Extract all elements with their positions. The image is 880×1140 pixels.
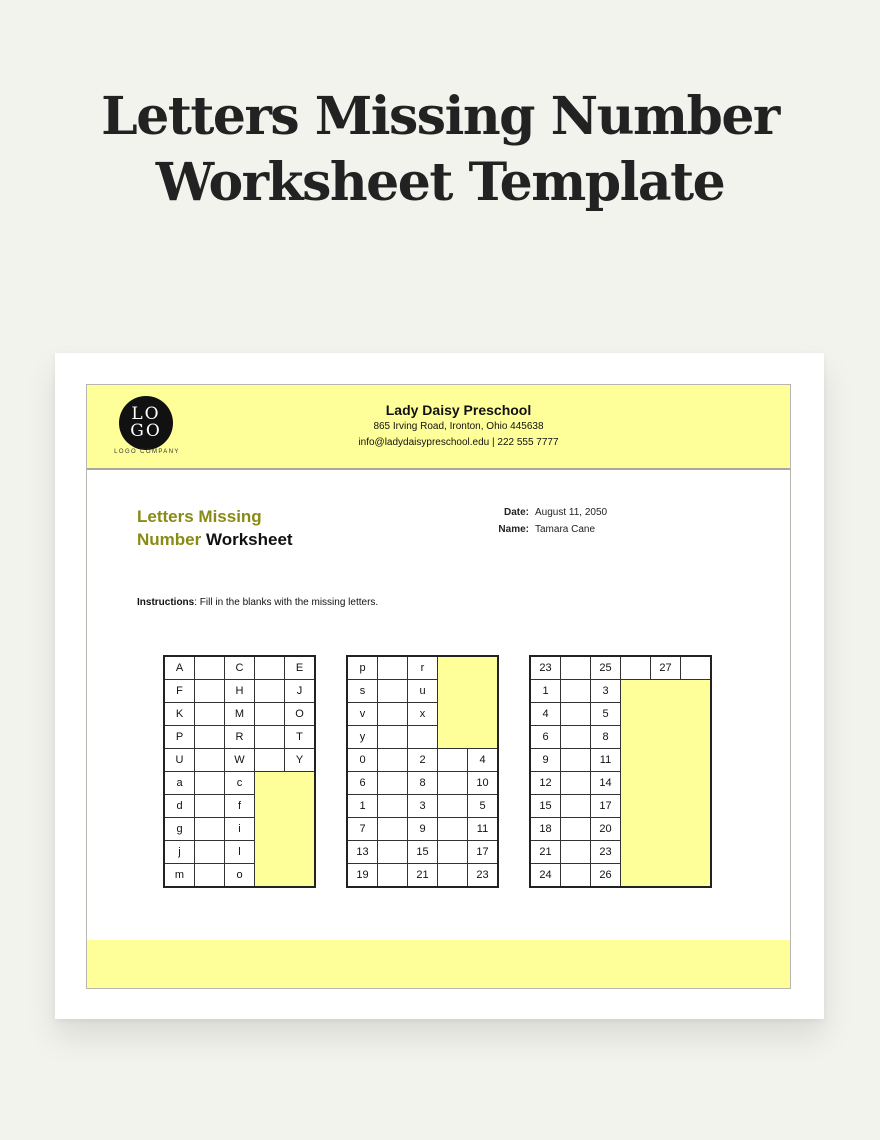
grid-cell: s — [347, 680, 378, 703]
grid-row — [347, 749, 498, 772]
grid-cell: 11 — [468, 818, 499, 841]
grid-cell: 20 — [591, 818, 621, 841]
grid-cell: o — [225, 864, 255, 888]
grid-cell: O — [285, 703, 316, 726]
grid-cell: u — [408, 680, 438, 703]
blank-cell[interactable] — [561, 726, 591, 749]
grid-cell: 15 — [408, 841, 438, 864]
grid-cell: 17 — [591, 795, 621, 818]
grid-cell: 5 — [468, 795, 499, 818]
logo-text-line-2: GO — [130, 421, 162, 441]
grid-cell: 23 — [468, 864, 499, 888]
blank-cell[interactable] — [195, 703, 225, 726]
grid-cell: 18 — [530, 818, 561, 841]
grid-cell: 23 — [591, 841, 621, 864]
grid-cell: W — [225, 749, 255, 772]
grid-cell: M — [225, 703, 255, 726]
grid-cell: 4 — [530, 703, 561, 726]
grid-cell: 17 — [468, 841, 499, 864]
name-value: Tamara Cane — [535, 524, 596, 535]
worksheet-paper — [55, 353, 824, 1019]
blank-cell[interactable] — [408, 726, 438, 749]
grid-cell: 9 — [408, 818, 438, 841]
grid-cell: 19 — [347, 864, 378, 888]
grid-cell: l — [225, 841, 255, 864]
blank-cell[interactable] — [561, 864, 591, 888]
grid-cell: 3 — [408, 795, 438, 818]
page-title-line-1: Letters Missing Number — [101, 86, 779, 147]
grid-cell: U — [164, 749, 195, 772]
blank-cell[interactable] — [195, 656, 225, 680]
grid-cell: f — [225, 795, 255, 818]
grid-cell: m — [164, 864, 195, 888]
grid-cell: x — [408, 703, 438, 726]
grid-cell: 21 — [408, 864, 438, 888]
grid-cell: 26 — [591, 864, 621, 888]
blank-cell[interactable] — [378, 703, 408, 726]
grid-row — [164, 772, 315, 795]
grid-cell: 6 — [530, 726, 561, 749]
grid-cell: 24 — [530, 864, 561, 888]
grid-cell: y — [347, 726, 378, 749]
blank-cell[interactable] — [561, 795, 591, 818]
grid-cell: 4 — [468, 749, 499, 772]
blank-cell[interactable] — [255, 703, 285, 726]
grid-row — [164, 726, 315, 749]
grid-cell: 10 — [468, 772, 499, 795]
blank-cell[interactable] — [378, 726, 408, 749]
highlight-block — [255, 772, 316, 888]
page-title — [0, 84, 880, 216]
grid-cell: 27 — [651, 656, 681, 680]
blank-cell[interactable] — [561, 703, 591, 726]
worksheet-title-olive-1: Letters Missing — [137, 507, 262, 526]
blank-cell[interactable] — [255, 726, 285, 749]
blank-cell[interactable] — [195, 680, 225, 703]
grid-cell: g — [164, 818, 195, 841]
grid-cell: v — [347, 703, 378, 726]
grid-cell: A — [164, 656, 195, 680]
blank-cell[interactable] — [378, 864, 408, 888]
grid-row — [347, 864, 498, 888]
blank-cell[interactable] — [195, 841, 225, 864]
blank-cell[interactable] — [195, 864, 225, 888]
grid-cell: Y — [285, 749, 316, 772]
grid-row — [530, 656, 711, 680]
grid-row — [530, 680, 711, 703]
logo-text-line-1: LO — [131, 404, 161, 424]
grid-cell: 25 — [591, 656, 621, 680]
grid-cell: c — [225, 772, 255, 795]
grid-cell: 5 — [591, 703, 621, 726]
blank-cell[interactable] — [438, 818, 468, 841]
blank-cell[interactable] — [255, 656, 285, 680]
grid-cell: 23 — [530, 656, 561, 680]
grid-cell: 9 — [530, 749, 561, 772]
instructions-label: Instructions — [137, 597, 195, 608]
letter-grid-1 — [163, 655, 316, 888]
grid-cell: 3 — [591, 680, 621, 703]
blank-cell[interactable] — [681, 656, 712, 680]
school-name: Lady Daisy Preschool — [385, 402, 532, 418]
worksheet-title-dark: Worksheet — [205, 530, 293, 549]
grid-cell: 8 — [408, 772, 438, 795]
grid-cell: 12 — [530, 772, 561, 795]
blank-cell[interactable] — [255, 680, 285, 703]
blank-cell[interactable] — [438, 864, 468, 888]
grid-cell: 21 — [530, 841, 561, 864]
worksheet-title — [137, 505, 293, 551]
blank-cell[interactable] — [561, 818, 591, 841]
grid-row — [164, 656, 315, 680]
blank-cell[interactable] — [195, 772, 225, 795]
blank-cell[interactable] — [195, 749, 225, 772]
blank-cell[interactable] — [378, 818, 408, 841]
name-row — [477, 521, 607, 538]
blank-cell[interactable] — [438, 841, 468, 864]
grid-cell: 2 — [408, 749, 438, 772]
header-band — [87, 385, 790, 470]
grid-row — [164, 703, 315, 726]
instructions — [137, 597, 378, 608]
blank-cell[interactable] — [195, 726, 225, 749]
grid-cell: F — [164, 680, 195, 703]
grid-cell: i — [225, 818, 255, 841]
blank-cell[interactable] — [561, 656, 591, 680]
grid-cell: 8 — [591, 726, 621, 749]
grid-row — [347, 841, 498, 864]
blank-cell[interactable] — [561, 841, 591, 864]
grid-cell: P — [164, 726, 195, 749]
grid-cell: 6 — [347, 772, 378, 795]
grid-cell: E — [285, 656, 316, 680]
worksheet-frame — [86, 384, 791, 989]
blank-cell[interactable] — [561, 680, 591, 703]
school-info — [87, 401, 830, 451]
date-value: August 11, 2050 — [535, 507, 608, 518]
blank-cell[interactable] — [438, 795, 468, 818]
grid-cell: 15 — [530, 795, 561, 818]
worksheet-meta — [477, 504, 607, 538]
blank-cell[interactable] — [378, 841, 408, 864]
logo-company-label: LOGO COMPANY — [114, 449, 180, 455]
grid-row — [347, 818, 498, 841]
blank-cell[interactable] — [438, 772, 468, 795]
grid-cell: j — [164, 841, 195, 864]
grid-cell: 7 — [347, 818, 378, 841]
grid-row — [347, 772, 498, 795]
blank-cell[interactable] — [378, 656, 408, 680]
grid-cell: C — [225, 656, 255, 680]
grid-row — [164, 749, 315, 772]
grid-cell: 14 — [591, 772, 621, 795]
blank-cell[interactable] — [561, 772, 591, 795]
blank-cell[interactable] — [378, 772, 408, 795]
grid-cell: p — [347, 656, 378, 680]
grid-row — [347, 795, 498, 818]
name-label: Name: — [498, 524, 529, 535]
blank-cell[interactable] — [438, 749, 468, 772]
grid-cell: R — [225, 726, 255, 749]
footer-band — [87, 940, 790, 988]
grid-cell: 13 — [347, 841, 378, 864]
instructions-text: : Fill in the blanks with the missing letters. — [194, 597, 379, 608]
blank-cell[interactable] — [195, 795, 225, 818]
blank-cell[interactable] — [378, 680, 408, 703]
grid-cell: T — [285, 726, 316, 749]
school-contact: info@ladydaisypreschool.edu | 222 555 7777 — [358, 437, 559, 448]
worksheet-title-olive-2: Number — [137, 530, 202, 549]
grid-cell: H — [225, 680, 255, 703]
date-row — [477, 504, 607, 521]
grid-cell: a — [164, 772, 195, 795]
grid-cell: 11 — [591, 749, 621, 772]
highlight-block — [438, 656, 499, 749]
grid-row — [164, 680, 315, 703]
letter-number-grid-2 — [346, 655, 499, 888]
page-title-line-2: Worksheet Template — [155, 152, 725, 213]
grid-cell: K — [164, 703, 195, 726]
grid-cell: 1 — [347, 795, 378, 818]
grid-row — [347, 656, 498, 680]
date-label: Date: — [503, 507, 529, 518]
grid-cell: r — [408, 656, 438, 680]
blank-cell[interactable] — [621, 656, 651, 680]
grid-cell: J — [285, 680, 316, 703]
blank-cell[interactable] — [195, 818, 225, 841]
blank-cell[interactable] — [378, 795, 408, 818]
number-grid-3 — [529, 655, 712, 888]
highlight-block — [621, 680, 712, 888]
grid-cell: 1 — [530, 680, 561, 703]
grid-cell: d — [164, 795, 195, 818]
blank-cell[interactable] — [561, 749, 591, 772]
blank-cell[interactable] — [255, 749, 285, 772]
grid-cell: 0 — [347, 749, 378, 772]
school-address: 865 Irving Road, Ironton, Ohio 445638 — [373, 421, 544, 432]
blank-cell[interactable] — [378, 749, 408, 772]
